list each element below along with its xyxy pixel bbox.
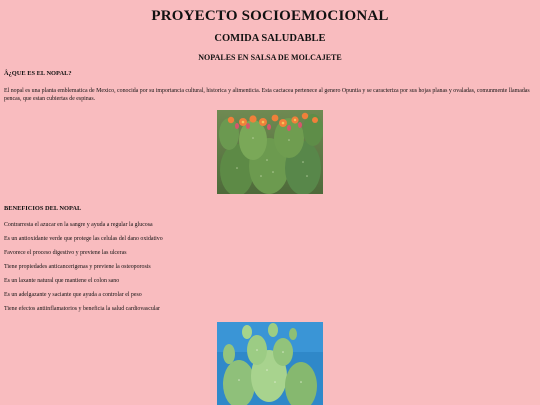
page-title: PROYECTO SOCIOEMOCIONAL <box>151 8 389 24</box>
benefit-item: Es un laxante natural que mantiene el colon sano <box>4 278 120 284</box>
benefit-item: Contrarresta el azucar en la sangre y ayuda a regular la glucosa <box>4 222 153 228</box>
benefit-item: Tiene propiedades anticancerigenas y previene la osteoporosis <box>4 264 151 270</box>
recipe-heading: NOPALES EN SALSA DE MOLCAJETE <box>198 53 342 62</box>
section-heading-benefits: BENEFICIOS DEL NOPAL <box>4 205 82 212</box>
intro-paragraph: El nopal es una planta emblematica de Mexico, conocida por su importancia cultural, historica y alimenticia. Esta cactacea pertenece al genero Opuntia y se caracteriza por sus hojas planas y ovaladas, comunmente llamadas pencas, que estan cubiertas de espinas. <box>4 88 530 102</box>
page-subtitle: COMIDA SALUDABLE <box>214 33 326 44</box>
benefit-item: Tiene efectos antiinflamatorios y beneficia la salud cardiovascular <box>4 306 160 312</box>
nopal-sky-photo <box>217 322 323 405</box>
nopal-flowers-photo <box>217 110 323 194</box>
benefit-item: Es un antioxidante verde que protege las celulas del dano oxidativo <box>4 236 163 242</box>
benefit-item: Favorece el proceso digestivo y previene las ulceras <box>4 250 127 256</box>
section-heading-what-is-nopal: Â¿QUE ES EL NOPAL? <box>4 70 72 77</box>
benefit-item: Es un adelgazante y saciante que ayuda a controlar el peso <box>4 292 142 298</box>
